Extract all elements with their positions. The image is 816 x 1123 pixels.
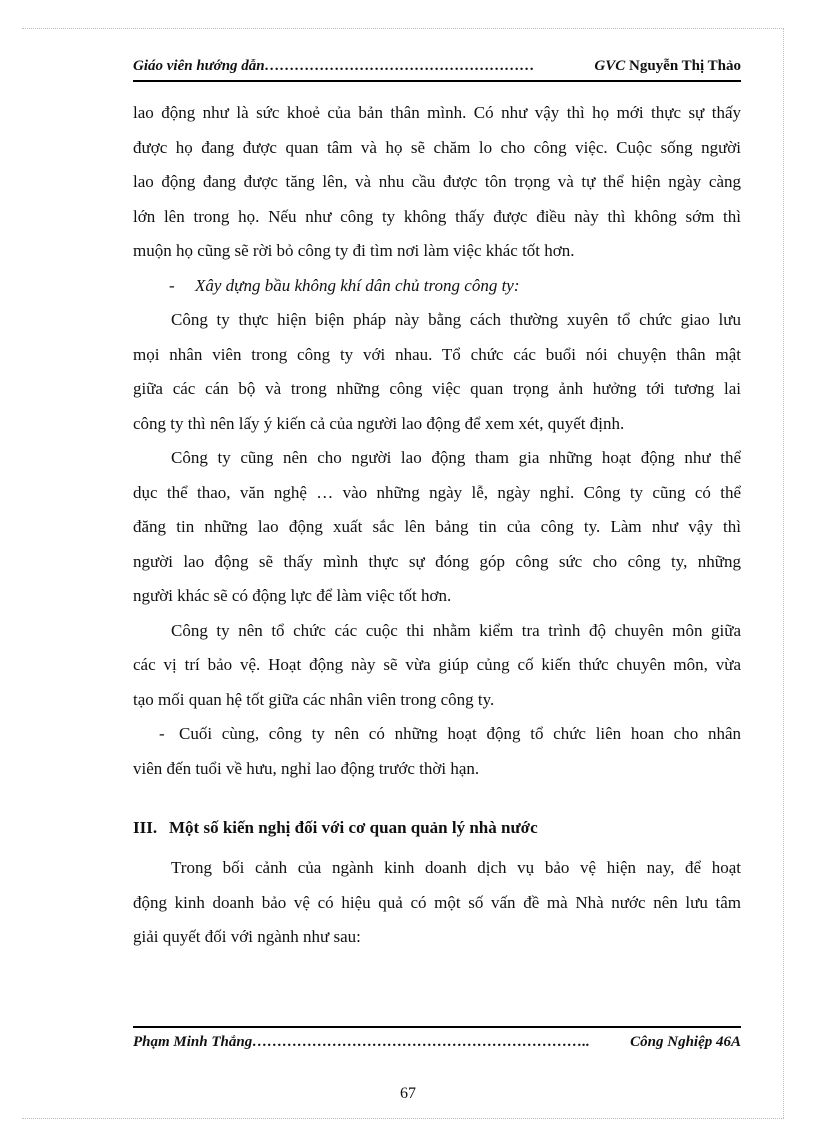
paragraph-line: lao động đang được tăng lên, và nhu cầu được tôn trọng và tự thể hiện ngày càng <box>133 172 741 191</box>
paragraph-line: động kinh doanh bảo vệ có hiệu quả có một số vấn đề mà Nhà nước nên lưu tâm <box>133 892 741 912</box>
paragraph-line: các vị trí bảo vệ. Hoạt động này sẽ vừa giúp củng cố kiến thức chuyên môn, vừa <box>133 655 741 674</box>
paragraph-line: người khác sẽ có động lực để làm việc tốt hơn. <box>133 586 452 605</box>
paragraph-line: công ty thì nên lấy ý kiến cả của người lao động để xem xét, quyết định. <box>133 413 625 433</box>
section-number: III. <box>133 818 158 837</box>
paragraph-line: Công ty cũng nên cho người lao động tham gia những hoạt động như thể <box>171 448 741 467</box>
section-heading <box>133 818 538 838</box>
bullet-paragraph-line <box>133 717 741 752</box>
section-title-text: Một số kiến nghị đối với cơ quan quản lý nhà nước <box>169 818 538 837</box>
paragraph-line: dục thể thao, văn nghệ … vào những ngày lễ, ngày nghỉ. Công ty cũng có thể <box>133 482 741 502</box>
paragraph-line: Công ty thực hiện biện pháp này bằng cách thường xuyên tổ chức giao lưu <box>171 310 741 329</box>
header-rule <box>133 80 741 82</box>
page-header <box>133 52 741 82</box>
page-border-bottom <box>22 1118 784 1119</box>
paragraph-line: mọi nhân viên trong công ty với nhau. Tổ chức các buổi nói chuyện thân mật <box>133 344 741 364</box>
paragraph-line: người lao động sẽ thấy mình thực sự đóng góp công sức cho công ty, những <box>133 551 741 571</box>
paragraph-line: giữa các cán bộ và trong những công việc quan trọng ảnh hưởng tới tương lai <box>133 379 741 398</box>
paragraph-line: được họ đang được quan tâm và họ sẽ chăm lo cho công việc. Cuộc sống người <box>133 137 741 157</box>
page-border-top <box>22 28 784 29</box>
header-advisor-fullname: Nguyễn Thị Thảo <box>629 58 741 74</box>
section-body <box>133 851 741 955</box>
bullet-paragraph-text: Cuối cùng, công ty nên có những hoạt động tổ chức liên hoan cho nhân <box>179 724 741 743</box>
footer-class: Công Nghiệp 46A <box>630 1034 741 1050</box>
bullet-dash: - <box>159 724 165 743</box>
paragraph-line: tạo mối quan hệ tốt giữa các nhân viên trong công ty. <box>133 689 495 709</box>
bullet-heading <box>133 269 741 304</box>
header-advisor-title: GVC <box>594 58 626 74</box>
page-footer <box>133 1032 741 1058</box>
page-border-right <box>783 28 784 1118</box>
paragraph-line: lớn lên trong họ. Nếu như công ty không thấy được điều này thì không sớm thì <box>133 206 741 226</box>
bullet-dash: - <box>169 275 175 295</box>
paragraph-line: giải quyết đối với ngành như sau: <box>133 927 361 946</box>
header-advisor-name <box>594 58 741 75</box>
page-number: 67 <box>400 1085 416 1102</box>
paragraph-line: đăng tin những lao động xuất sắc lên bảng tin của công ty. Làm như vậy thì <box>133 517 741 536</box>
paragraph-line: viên đến tuổi về hưu, nghỉ lao động trước thời hạn. <box>133 758 480 778</box>
footer-author: Phạm Minh Thắng………………………………………………………….. <box>133 1034 590 1050</box>
paragraph-line: Công ty nên tổ chức các cuộc thi nhằm kiểm tra trình độ chuyên môn giữa <box>171 620 741 640</box>
paragraph-line: muộn họ cũng sẽ rời bỏ công ty đi tìm nơi làm việc khác tốt hơn. <box>133 241 575 260</box>
bullet-heading-text: Xây dựng bầu không khí dân chủ trong công ty: <box>195 275 520 295</box>
footer-rule <box>133 1026 741 1028</box>
paragraph-line: Trong bối cảnh của ngành kinh doanh dịch vụ bảo vệ hiện nay, để hoạt <box>171 858 741 877</box>
header-advisor-label: Giáo viên hướng dẫn……………………………………………… <box>133 58 535 74</box>
body-text <box>133 96 741 786</box>
paragraph-line: lao động như là sức khoẻ của bản thân mình. Có như vậy thì họ mới thực sự thấy <box>133 103 741 122</box>
